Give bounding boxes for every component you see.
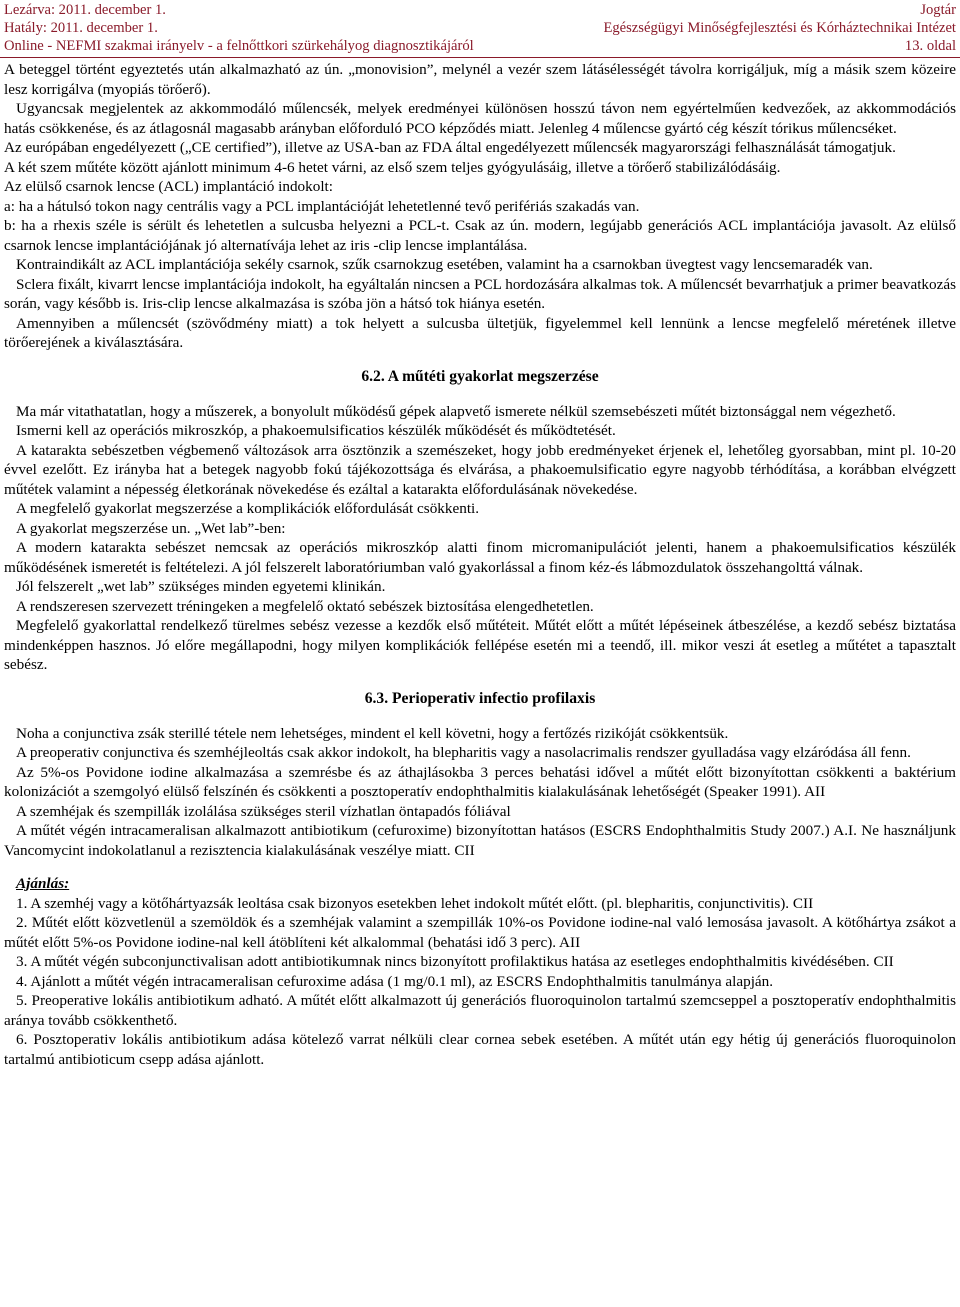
section-heading-6-3: 6.3. Perioperativ infectio profilaxis [364, 689, 596, 707]
paragraph: A modern katarakta sebészet nemcsak az operációs mikroszkóp alatti finom micromanipulációt jelenti, hanem a phakoemulsificatios készülék működésének ismeretét is feltételezi. A jól felszerelt laboratóriumban való gyakorlással a finom kéz-és lábmozdulatok összehangolttá válnak. [4, 539, 956, 576]
effective-date: Hatály: 2011. december 1. [4, 20, 158, 36]
paragraph: Az elülső csarnok lencse (ACL) implantáció indokolt: [4, 178, 333, 195]
header-row-2 [4, 19, 956, 37]
header-row-1 [4, 1, 956, 19]
institute-name: Egészségügyi Minőségfejlesztési és Kórháztechnikai Intézet [603, 20, 956, 36]
recommendation-item: 5. Preoperative lokális antibiotikum adható. A műtét előtt alkalmazott új generációs fluoroquinolon tartalmú szemcseppel a posztoperatív endophthalmitis aránya tovább csökkenthető. [4, 992, 956, 1029]
recommendation-item: 6. Posztoperativ lokális antibiotikum adása kötelező varrat nélküli clear cornea sebek esetében. A műtét után egy hétig új generációs fluoroquinolon tartalmú antibioticum csepp adása ajánlott. [4, 1031, 956, 1068]
paragraph: Ismerni kell az operációs mikroszkóp, a phakoemulsificatios készülék működését és működtetését. [16, 422, 616, 439]
paragraph: b: ha a rhexis széle is sérült és lehetetlen a sulcusba helyezni a PCL-t. Csak az ún. modern, legújabb generációs ACL implantációja javasolt. Az elülső csarnok lencse implantációjának jó alternatívája lehet az iris -clip lencse implantálása. [4, 217, 956, 254]
document-body [4, 60, 956, 1069]
paragraph: A rendszeresen szervezett tréningeken a megfelelő oktató sebészek biztosítása elengedhetetlen. [16, 597, 594, 615]
recommendations-heading-text: Ajánlás: [16, 875, 70, 892]
paragraph: a: ha a hátulsó tokon nagy centrális vagy a PCL implantációját lehetetlenné tevő perifériás szakadás van. [4, 197, 640, 215]
paragraph: Noha a conjunctiva zsák sterillé tétele nem lehetséges, mindent el kell követni, hogy a fertőzés rizikóját csökkentsük. [16, 724, 729, 742]
paragraph: A gyakorlat megszerzése un. „Wet lab”-ben: [16, 519, 286, 537]
paragraph: Sclera fixált, kivarrt lencse implantációja indokolt, ha egyáltalán nincsen a PCL hordozására alkalmas tok. A műlencsét bevarrhatjuk a primer beavatkozás során, vagy később is. Iris-clip lencse alkalmazása is szóba jön a hátsó tok hiánya esetén. [4, 275, 956, 312]
recommendation-item: 3. A műtét végén subconjunctivalisan adott antibiotikumnak nincs bizonyított profilaktikus hatása az esetleges endophthalmitis kivédésében. CII [16, 953, 894, 970]
paragraph: Megfelelő gyakorlattal rendelkező türelmes sebész vezesse a kezdők első műtéteit. Műtét előtt a műtét lépéseinek átbeszélése, a kezdő sebész biztatása mindenképpen hasznos. Jó előre megállapodni, hogy milyen komplikációk fellépése esetén mi a teendő, ill. mikor veszi át esetleg a műtétet a tapasztalt sebész. [4, 617, 956, 673]
paragraph: A katarakta sebészetben végbemenő változások arra ösztönzik a szemészeket, hogy jobb eredményeket érjenek el, lehetőleg gyorsabban, mint pl. 10-20 évvel ezelőtt. Ez irányba hat a betegek nagyobb fokú tájékozottsága és elvárása, a phakoemulsificatio egyre nagyobb térhódítása, a korábban elvégzett műtétek valamint a népesség életkorának növekedése és ezáltal a katarakta előfordulásának növekedése. [4, 441, 956, 498]
recommendations-heading [4, 874, 956, 894]
header-divider [0, 57, 960, 58]
paragraph: A megfelelő gyakorlat megszerzése a komplikációk előfordulását csökkenti. [16, 500, 480, 517]
header-row-3 [4, 37, 956, 55]
paragraph: A műtét végén intracameralisan alkalmazott antibiotikum (cefuroxime) bizonyítottan hatásos (ESCRS Endophthalmitis Study 2007.) A.I. Ne használjunk Vancomycint indokolatlanul a rezisztencia kialakulásának veszélye miatt. CII [4, 822, 956, 859]
paragraph: Az európában engedélyezett („CE certified”), illetve az USA-ban az FDA által engedélyezett műlencsék magyarországi felhasználását támogatjuk. [4, 139, 896, 156]
paragraph: A szemhéjak és szempillák izolálása szükséges steril vízhatlan öntapadós fóliával [16, 802, 511, 820]
section-heading-6-2: 6.2. A műtéti gyakorlat megszerzése [361, 367, 599, 385]
recommendation-item: 2. Műtét előtt közvetlenül a szemöldök és a szemhéjak valamint a szempillák 10%-os Povidone iodine-nal való lemosása javasolt. A kötőhártya zsákot a műtét előtt 5%-os Povidone iodine-nal kell átöblíteni két alkalommal (behatási idő 3 perc). AII [4, 914, 956, 951]
document-title: Online - NEFMI szakmai irányelv - a felnőttkori szürkehályog diagnosztikájáról [4, 38, 474, 54]
paragraph: Az 5%-os Povidone iodine alkalmazása a szemrésbe és az áthajlásokba 3 perces behatási idővel a műtét előtt bizonyítottan csökkenti a baktérium kolonizációt a szemgolyó elülső felszínén és csökkenti a posztoperatív endophthalmitis kialakulásának lehetőségét (Speaker 1991). AII [4, 763, 956, 800]
paragraph: Ugyancsak megjelentek az akkommodáló műlencsék, melyek eredményei különösen hosszú távon nem egyértelműen kedvezőek, az akkommodációs hatás csökkenése, és az átlagosnál magasabb arányban előforduló PCO képződés miatt. Jelenleg 4 műlencse gyártó cég készít tórikus műlencséket. [4, 100, 956, 137]
paragraph: A beteggel történt egyeztetés után alkalmazható az ún. „monovision”, melynél a vezér szem látásélességét távolra korrigáljuk, míg a másik szem közeire lesz korrigálva (myopiás törőerő). [4, 61, 956, 98]
paragraph: Amennyiben a műlencsét (szövődmény miatt) a tok helyett a sulcusba ültetjük, figyelemmel kell lennünk a lencse megfelelő méretének illetve törőerejének a kiválasztására. [4, 314, 956, 351]
paragraph: A preoperativ conjunctiva és szemhéjleoltás csak akkor indokolt, ha blepharitis vagy a nasolacrimalis rendszer gyulladása vagy elzáródása áll fenn. [16, 744, 911, 761]
recommendation-item: 1. A szemhéj vagy a kötőhártyazsák leoltása csak bizonyos esetekben lehet indokolt műtét előtt. (pl. blepharitis, conjunctivitis). CII [16, 894, 814, 912]
closing-date: Lezárva: 2011. december 1. [4, 2, 166, 18]
page-number: 13. oldal [904, 38, 956, 54]
paragraph: Jól felszerelt „wet lab” szükséges minden egyetemi klinikán. [16, 578, 386, 595]
paragraph: A két szem műtéte között ajánlott minimum 4-6 hetet várni, az első szem teljes gyógyulásáig, illetve a törőerő stabilizálódásáig. [4, 158, 781, 176]
page-header [4, 1, 956, 57]
recommendation-item: 4. Ajánlott a műtét végén intracameralisan cefuroxime adása (1 mg/0.1 ml), az ESCRS Endophthalmitis tanulmánya alapján. [16, 972, 774, 990]
paragraph: Kontraindikált az ACL implantációja sekély csarnok, szűk csarnokzug esetében, valamint ha a csarnokban üvegtest vagy lencsemaradék van. [16, 256, 873, 273]
publisher-name: Jogtár [920, 2, 956, 18]
paragraph: Ma már vitathatatlan, hogy a műszerek, a bonyolult működésű gépek alapvető ismerete nélkül szemsebészeti műtét biztonsággal nem végezhető. [16, 402, 896, 420]
